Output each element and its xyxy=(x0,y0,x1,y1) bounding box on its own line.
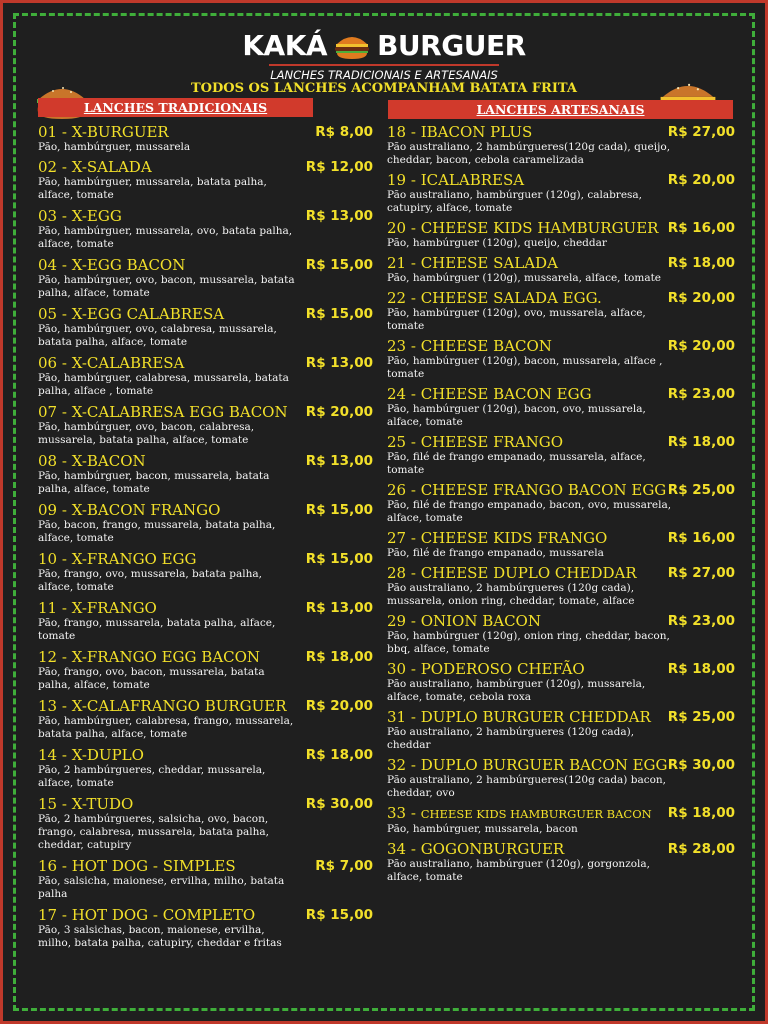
menu-item-description: Pão australiano, hambúrguer (120g), mussarela, alface, tomate, cebola roxa xyxy=(387,678,646,703)
menu-item-name: 17 - HOT DOG - COMPLETO xyxy=(38,906,256,924)
menu-item xyxy=(38,452,373,496)
menu-item xyxy=(38,403,373,447)
menu-item-description: Pão australiano, 2 hambúrgueres(120g cada), queijo, cheddar, bacon, cebola caramelizada xyxy=(387,141,671,166)
menu-item xyxy=(38,648,373,692)
menu-item-description: Pão australiano, hambúrguer (120g), calabresa, catupiry, alface, tomate xyxy=(387,189,643,214)
menu-item-name: 16 - HOT DOG - SIMPLES xyxy=(38,857,236,875)
menu-item-price: R$ 18,00 xyxy=(667,434,735,450)
menu-item-price: R$ 12,00 xyxy=(305,159,373,175)
menu-item-name: 02 - X-SALADA xyxy=(38,158,152,176)
menu-item-description: Pão, 2 hambúrgueres, salsicha, ovo, bacon, frango, calabresa, mussarela, batata palha, cheddar, catupiry xyxy=(38,813,269,851)
menu-item-name: 34 - GOGONBURGUER xyxy=(387,840,565,858)
menu-item xyxy=(387,612,735,656)
menu-item-name: 07 - X-CALABRESA EGG BACON xyxy=(38,403,288,421)
menu-item xyxy=(387,481,735,525)
menu-item xyxy=(387,385,735,429)
fries-notice: TODOS OS LANCHES ACOMPANHAM BATATA FRITA xyxy=(191,81,577,96)
menu-item xyxy=(38,857,373,901)
menu-item-description: Pão, hambúrguer, mussarela, bacon xyxy=(387,823,578,835)
menu-item xyxy=(38,906,373,950)
menu-item xyxy=(387,708,735,752)
menu-item-price: R$ 25,00 xyxy=(667,709,735,725)
menu-item-description: Pão, hambúrguer (120g), onion ring, cheddar, bacon, bbq, alface, tomate xyxy=(387,630,670,655)
menu-item-name: 15 - X-TUDO xyxy=(38,795,134,813)
menu-item-price: R$ 20,00 xyxy=(667,338,735,354)
menu-item xyxy=(38,746,373,790)
menu-item-description: Pão, filé de frango empanado, bacon, ovo, mussarela, alface, tomate xyxy=(387,499,672,524)
menu-item-description: Pão, hambúrguer, ovo, bacon, calabresa, mussarela, batata palha, alface, tomate xyxy=(38,421,255,446)
menu-item-price: R$ 20,00 xyxy=(305,404,373,420)
menu-item-description: Pão, hambúrguer, mussarela, batata palha, alface, tomate xyxy=(38,176,267,201)
menu-item-price: R$ 13,00 xyxy=(305,355,373,371)
menu-item-name: 23 - CHEESE BACON xyxy=(387,337,552,355)
menu-item xyxy=(387,337,735,381)
menu-item-price: R$ 18,00 xyxy=(667,255,735,271)
menu-item xyxy=(38,697,373,741)
menu-item xyxy=(38,207,373,251)
menu-item-description: Pão, hambúrguer (120g), mussarela, alface, tomate xyxy=(387,272,662,284)
menu-item-price: R$ 13,00 xyxy=(305,208,373,224)
menu-item xyxy=(387,123,735,167)
menu-item-description: Pão australiano, hambúrguer (120g), gorgonzola, alface, tomate xyxy=(387,858,651,883)
section-artisanal-header: LANCHES ARTESANAIS xyxy=(388,100,733,119)
menu-item-name: 13 - X-CALAFRANGO BURGUER xyxy=(38,697,287,715)
menu-item-description: Pão, filé de frango empanado, mussarela xyxy=(387,547,604,559)
menu-item-name: 32 - DUPLO BURGUER BACON EGG xyxy=(387,756,668,774)
menu-item xyxy=(387,254,735,285)
menu-item-name: 27 - CHEESE KIDS FRANGO xyxy=(387,529,608,547)
menu-item xyxy=(387,219,735,250)
menu-item xyxy=(387,660,735,704)
menu-item-price: R$ 18,00 xyxy=(305,747,373,763)
menu-item-name: 19 - ICALABRESA xyxy=(387,171,525,189)
menu-item-description: Pão, 2 hambúrgueres, cheddar, mussarela, alface, tomate xyxy=(38,764,266,789)
menu-item-price: R$ 15,00 xyxy=(305,306,373,322)
menu-item-name: 04 - X-EGG BACON xyxy=(38,256,186,274)
menu-item-price: R$ 30,00 xyxy=(305,796,373,812)
menu-item-price: R$ 7,00 xyxy=(315,858,373,874)
menu-item xyxy=(38,158,373,202)
menu-item xyxy=(38,123,373,154)
menu-item-description: Pão, 3 salsichas, bacon, maionese, ervilha, milho, batata palha, catupiry, cheddar e fritas xyxy=(38,924,282,949)
menu-item-description: Pão, hambúrguer (120g), bacon, ovo, mussarela, alface, tomate xyxy=(387,403,646,428)
menu-item-description: Pão, hambúrguer, mussarela xyxy=(38,141,191,153)
menu-item-description: Pão, hambúrguer, calabresa, frango, mussarela, batata palha, alface, tomate xyxy=(38,715,294,740)
menu-item-price: R$ 8,00 xyxy=(315,124,373,140)
menu-item-description: Pão, bacon, frango, mussarela, batata palha, alface, tomate xyxy=(38,519,276,544)
menu-item-price: R$ 15,00 xyxy=(305,257,373,273)
menu-item-price: R$ 13,00 xyxy=(305,453,373,469)
menu-item-name: 10 - X-FRANGO EGG xyxy=(38,550,197,568)
menu-item-description: Pão, hambúrguer (120g), ovo, mussarela, alface, tomate xyxy=(387,307,646,332)
menu-item-description: Pão australiano, 2 hambúrgueres (120g cada), cheddar xyxy=(387,726,635,751)
brand-underline xyxy=(269,64,499,66)
menu-item-price: R$ 13,00 xyxy=(305,600,373,616)
menu-item-name: 11 - X-FRANGO xyxy=(38,599,157,617)
menu-item-price: R$ 23,00 xyxy=(667,386,735,402)
menu-item-price: R$ 15,00 xyxy=(305,551,373,567)
menu-item-name: 03 - X-EGG xyxy=(38,207,122,225)
section-traditional-header: LANCHES TRADICIONAIS xyxy=(38,98,313,117)
menu-item xyxy=(387,840,735,884)
menu-item-price: R$ 23,00 xyxy=(667,613,735,629)
menu-item-title: CHEESE KIDS HAMBURGUER BACON xyxy=(420,807,652,821)
menu-item-name: 29 - ONION BACON xyxy=(387,612,541,630)
menu-item xyxy=(38,256,373,300)
menu-item-name: 22 - CHEESE SALADA EGG. xyxy=(387,289,602,307)
menu-item-price: R$ 27,00 xyxy=(667,124,735,140)
menu-item xyxy=(38,795,373,852)
menu-item-number: 33 - xyxy=(387,804,416,822)
menu-item xyxy=(387,433,735,477)
menu-item-name: 14 - X-DUPLO xyxy=(38,746,144,764)
menu-item xyxy=(387,529,735,560)
brand-logo xyxy=(242,29,525,62)
menu-item-description: Pão, hambúrguer, mussarela, ovo, batata palha, alface, tomate xyxy=(38,225,293,250)
menu-item-price: R$ 27,00 xyxy=(667,565,735,581)
menu-item-description: Pão, hambúrguer, bacon, mussarela, batata palha, alface, tomate xyxy=(38,470,270,495)
menu-item-price: R$ 18,00 xyxy=(667,805,735,821)
artisanal-menu-column xyxy=(387,123,735,884)
menu-item-price: R$ 20,00 xyxy=(305,698,373,714)
brand-subtitle: LANCHES TRADICIONAIS E ARTESANAIS xyxy=(270,68,498,82)
menu-item-price: R$ 20,00 xyxy=(667,290,735,306)
menu-item-price: R$ 16,00 xyxy=(667,220,735,236)
menu-item-name: 28 - CHEESE DUPLO CHEDDAR xyxy=(387,564,637,582)
menu-header xyxy=(3,29,765,82)
menu-item-name: 26 - CHEESE FRANGO BACON EGG xyxy=(387,481,667,499)
burger-logo-icon xyxy=(333,32,371,60)
menu-item-name: 06 - X-CALABRESA xyxy=(38,354,185,372)
menu-item-price: R$ 18,00 xyxy=(667,661,735,677)
menu-item xyxy=(38,354,373,398)
menu-item-name: 01 - X-BURGUER xyxy=(38,123,169,141)
menu-item-name: 09 - X-BACON FRANGO xyxy=(38,501,221,519)
menu-item-description: Pão, hambúrguer, calabresa, mussarela, batata palha, alface , tomate xyxy=(38,372,289,397)
menu-item-name: 12 - X-FRANGO EGG BACON xyxy=(38,648,261,666)
menu-item-description: Pão, filé de frango empanado, mussarela, alface, tomate xyxy=(387,451,646,476)
menu-item-price: R$ 16,00 xyxy=(667,530,735,546)
menu-item-name: 30 - PODEROSO CHEFÃO xyxy=(387,660,585,678)
brand-name-left: KAKÁ xyxy=(242,29,328,62)
menu-item-name: 25 - CHEESE FRANGO xyxy=(387,433,564,451)
menu-item-price: R$ 25,00 xyxy=(667,482,735,498)
menu-item-price: R$ 18,00 xyxy=(305,649,373,665)
menu-item xyxy=(38,599,373,643)
menu-item xyxy=(38,550,373,594)
menu-item-description: Pão, hambúrguer (120g), queijo, cheddar xyxy=(387,237,607,249)
menu-item-price: R$ 20,00 xyxy=(667,172,735,188)
traditional-menu-column xyxy=(38,123,373,950)
menu-item-price: R$ 15,00 xyxy=(305,502,373,518)
menu-item-description: Pão, hambúrguer, ovo, bacon, mussarela, batata palha, alface, tomate xyxy=(38,274,295,299)
menu-item-name: 18 - IBACON PLUS xyxy=(387,123,533,141)
menu-item xyxy=(38,501,373,545)
brand-name-right: BURGUER xyxy=(377,29,526,62)
menu-item-description: Pão, frango, ovo, bacon, mussarela, batata palha, alface, tomate xyxy=(38,666,265,691)
menu-item-description: Pão australiano, 2 hambúrgueres(120g cada) bacon, cheddar, ovo xyxy=(387,774,667,799)
menu-item-name: 20 - CHEESE KIDS HAMBURGUER xyxy=(387,219,659,237)
menu-item xyxy=(387,289,735,333)
menu-item xyxy=(387,171,735,215)
menu-item-name: 24 - CHEESE BACON EGG xyxy=(387,385,592,403)
menu-item-description: Pão australiano, 2 hambúrgueres (120g cada), mussarela, onion ring, cheddar, tomate, alface xyxy=(387,582,635,607)
menu-item-name: 05 - X-EGG CALABRESA xyxy=(38,305,225,323)
menu-item-price: R$ 30,00 xyxy=(667,757,735,773)
menu-item-price: R$ 15,00 xyxy=(305,907,373,923)
menu-item-description: Pão, hambúrguer (120g), bacon, mussarela, alface , tomate xyxy=(387,355,663,380)
menu-item xyxy=(387,756,735,800)
menu-item-name: 21 - CHEESE SALADA xyxy=(387,254,558,272)
menu-item-description: Pão, frango, ovo, mussarela, batata palha, alface, tomate xyxy=(38,568,263,593)
menu-item xyxy=(38,305,373,349)
menu-item-name: 08 - X-BACON xyxy=(38,452,146,470)
menu-item xyxy=(387,564,735,608)
menu-item-name: 31 - DUPLO BURGUER CHEDDAR xyxy=(387,708,651,726)
menu-item-description: Pão, salsicha, maionese, ervilha, milho, batata palha xyxy=(38,875,285,900)
menu-item-description: Pão, hambúrguer, ovo, calabresa, mussarela, batata palha, alface, tomate xyxy=(38,323,277,348)
menu-item xyxy=(387,804,735,836)
menu-item-description: Pão, frango, mussarela, batata palha, alface, tomate xyxy=(38,617,276,642)
menu-item-price: R$ 28,00 xyxy=(667,841,735,857)
